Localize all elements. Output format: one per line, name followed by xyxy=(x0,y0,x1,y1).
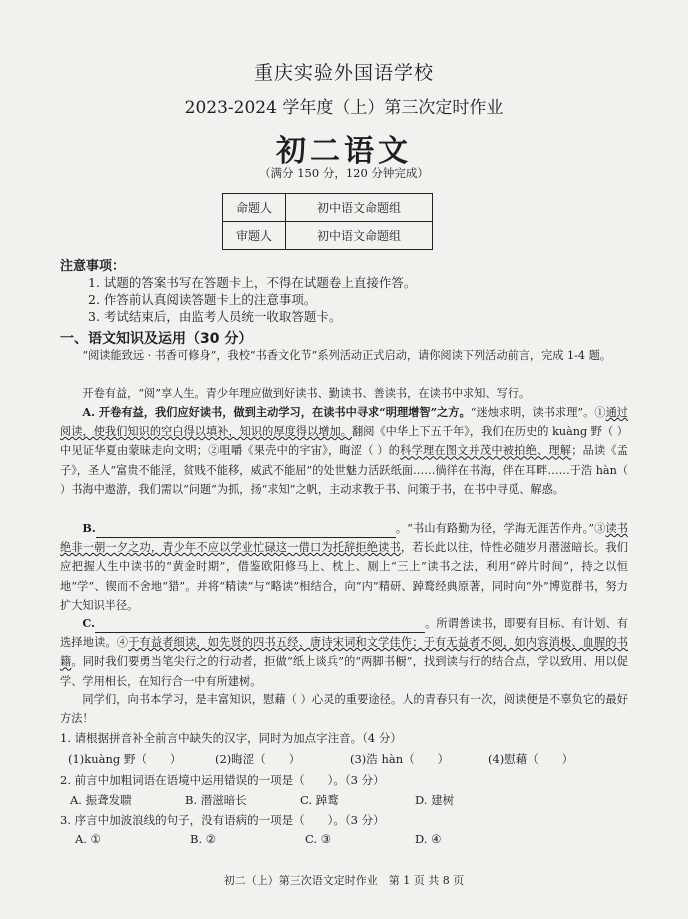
q3-option: B. ② xyxy=(190,832,217,846)
paragraph-a-head: A. 开卷有益，我们应好读书，做到主动学习，在读书中寻求“明理增智”之方。 xyxy=(82,405,471,419)
table-row xyxy=(223,222,433,250)
paragraph-a-text: 徜徉在书海，伴在耳畔……于浩 hàn（ ）书海中遨游，我们需以“问题”为抓，扬“求知”之帆，主动求教于书、问策于书，在书中寻觅、解惑。 xyxy=(60,463,629,496)
q3-option: A. ① xyxy=(75,832,101,846)
closing-paragraph: 同学们，向书本学习，是丰富知识，慰藉（ ）心灵的重要途径。人的青春只有一次，阅读便是不辜负它的最好方法！ xyxy=(60,693,628,726)
paragraph-b-text: 。“书山有路勤为径，学海无涯苦作舟。” xyxy=(395,522,595,535)
question-3: 3. 序言中加波浪线的句子，没有语病的一项是（ ）。（3 分） xyxy=(60,813,385,827)
q1-option: (4)慰藉（ ） xyxy=(488,752,574,766)
term-title: 2023-2024 学年度（上）第三次定时作业 xyxy=(184,98,504,118)
q2-option: B. 潜滋暗长 xyxy=(185,793,247,807)
fill-blank-c xyxy=(95,632,425,633)
page-footer: 初二（上）第三次语文定时作业 第 1 页 共 8 页 xyxy=(223,874,465,887)
paragraph-c-label: C. xyxy=(82,616,95,630)
paragraph-b xyxy=(60,519,628,615)
q1-option: (2)晦涩（ ） xyxy=(215,752,301,766)
paragraph-c-text: 。同时我们要勇当笔尖行之的行动者，拒做“纸上谈兵”的“两脚书橱”，找到读与行的结合点，学以致用、用以促学、学用相长，在知行合一中有所建树。 xyxy=(60,655,628,688)
notice-item: 1. 试题的答案书写在答题卡上，不得在试题卷上直接作答。 xyxy=(88,275,417,290)
notice-item: 2. 作答前认真阅读答题卡上的注意事项。 xyxy=(88,292,317,307)
paragraph-a-text: 翻阅《中华上下五千年》，我们在历史的 kuàng 野（ ）中见证华夏由蒙昧走向文明；②咀嚼《果壳中的宇宙》，晦涩（ ）的 xyxy=(60,425,628,458)
question-2: 2. 前言中加粗词语在语境中运用错误的一项是（ ）。（3 分） xyxy=(60,773,385,787)
paragraph-a-text: “迷烛求明，读书求理”。① xyxy=(470,406,606,419)
paragraph-b-text: ③ xyxy=(594,522,606,535)
sentence-4: 于有益者细读，如先贤的四书五经、唐诗宋词和文学佳作；于有无益者不阅，如内容消极、血腥的书籍 xyxy=(60,636,628,669)
sentence-3: 读书绝非一朝一夕之功，青少年不应以学业忙碌这一借口为托辞拒绝读书 xyxy=(60,522,628,555)
notice-title: 注意事项： xyxy=(60,259,126,274)
subject-title: 初二语文 xyxy=(276,134,412,169)
paragraph-b-label: B. xyxy=(82,521,96,535)
q3-option: D. ④ xyxy=(415,832,442,846)
section-title: 一、语文知识及运用（30 分） xyxy=(60,331,253,347)
paragraph-c-text: 。所谓善读书，即要有目标、有计划、有选择地读。④ xyxy=(60,617,628,650)
table-row xyxy=(223,194,433,222)
q2-option: A. 振聋发聩 xyxy=(70,793,132,807)
q2-option: C. 踔鹜 xyxy=(300,793,339,807)
paragraph-a xyxy=(60,403,628,499)
meta-value: 初中语文命题组 xyxy=(286,222,433,250)
intro-paragraph: “阅读能致远 · 书香可修身”，我校“书香文化节”系列活动正式启动，请你阅读下列活动前言，完成 1-4 题。 xyxy=(82,349,611,362)
notice-item: 3. 考试结束后，由监考人员统一收取答题卡。 xyxy=(88,309,342,324)
q1-option: (1)kuàng 野（ ） xyxy=(68,752,182,766)
meta-key: 命题人 xyxy=(223,194,286,222)
meta-value: 初中语文命题组 xyxy=(286,194,433,222)
sentence-2: 科学理在图文并茂中被拍绝、理解 xyxy=(400,444,572,458)
score-note: （满分 150 分，120 分钟完成） xyxy=(259,166,429,180)
school-name: 重庆实验外国语学校 xyxy=(253,62,434,84)
fill-blank-b xyxy=(96,537,396,538)
paragraph-b-text: ，若长此以往，恃性必随岁月潜滋暗长。我们应把握人生中读书的“黄金时期”，借鉴欧阳修马上、枕上、厕上“三上”读书之法，利用“碎片时间”，持之以恒地“学”、锲而不舍地“猎”。并将“精读”与“略读”相结合，向“内”精研、踔鹜经典原著，同时向“外”博览群书，努力扩大知识半径。 xyxy=(60,541,628,612)
sentence-1: 通过阅读，使我们知识的空白得以填补，知识的厚度得以增加。 xyxy=(60,406,628,439)
paragraph-c xyxy=(60,614,628,691)
q3-option: C. ③ xyxy=(305,832,332,846)
author-table xyxy=(222,193,433,250)
q1-option: (3)浩 hàn（ ） xyxy=(350,752,450,766)
question-1: 1. 请根据拼音补全前言中缺失的汉字，同时为加点字注音。（4 分） xyxy=(60,731,402,745)
meta-key: 审题人 xyxy=(223,222,286,250)
paragraph-a-text: ；品读《孟子》，圣人“富贵不能淫，贫贱不能移，威武不能屈”的处世魅力活跃纸面…… xyxy=(60,444,628,477)
paragraph-1: 开卷有益，“阅”享人生。青少年理应做到好读书、勤读书、善读书，在读书中求知、写行。 xyxy=(82,387,531,400)
q2-option: D. 建树 xyxy=(415,793,455,807)
